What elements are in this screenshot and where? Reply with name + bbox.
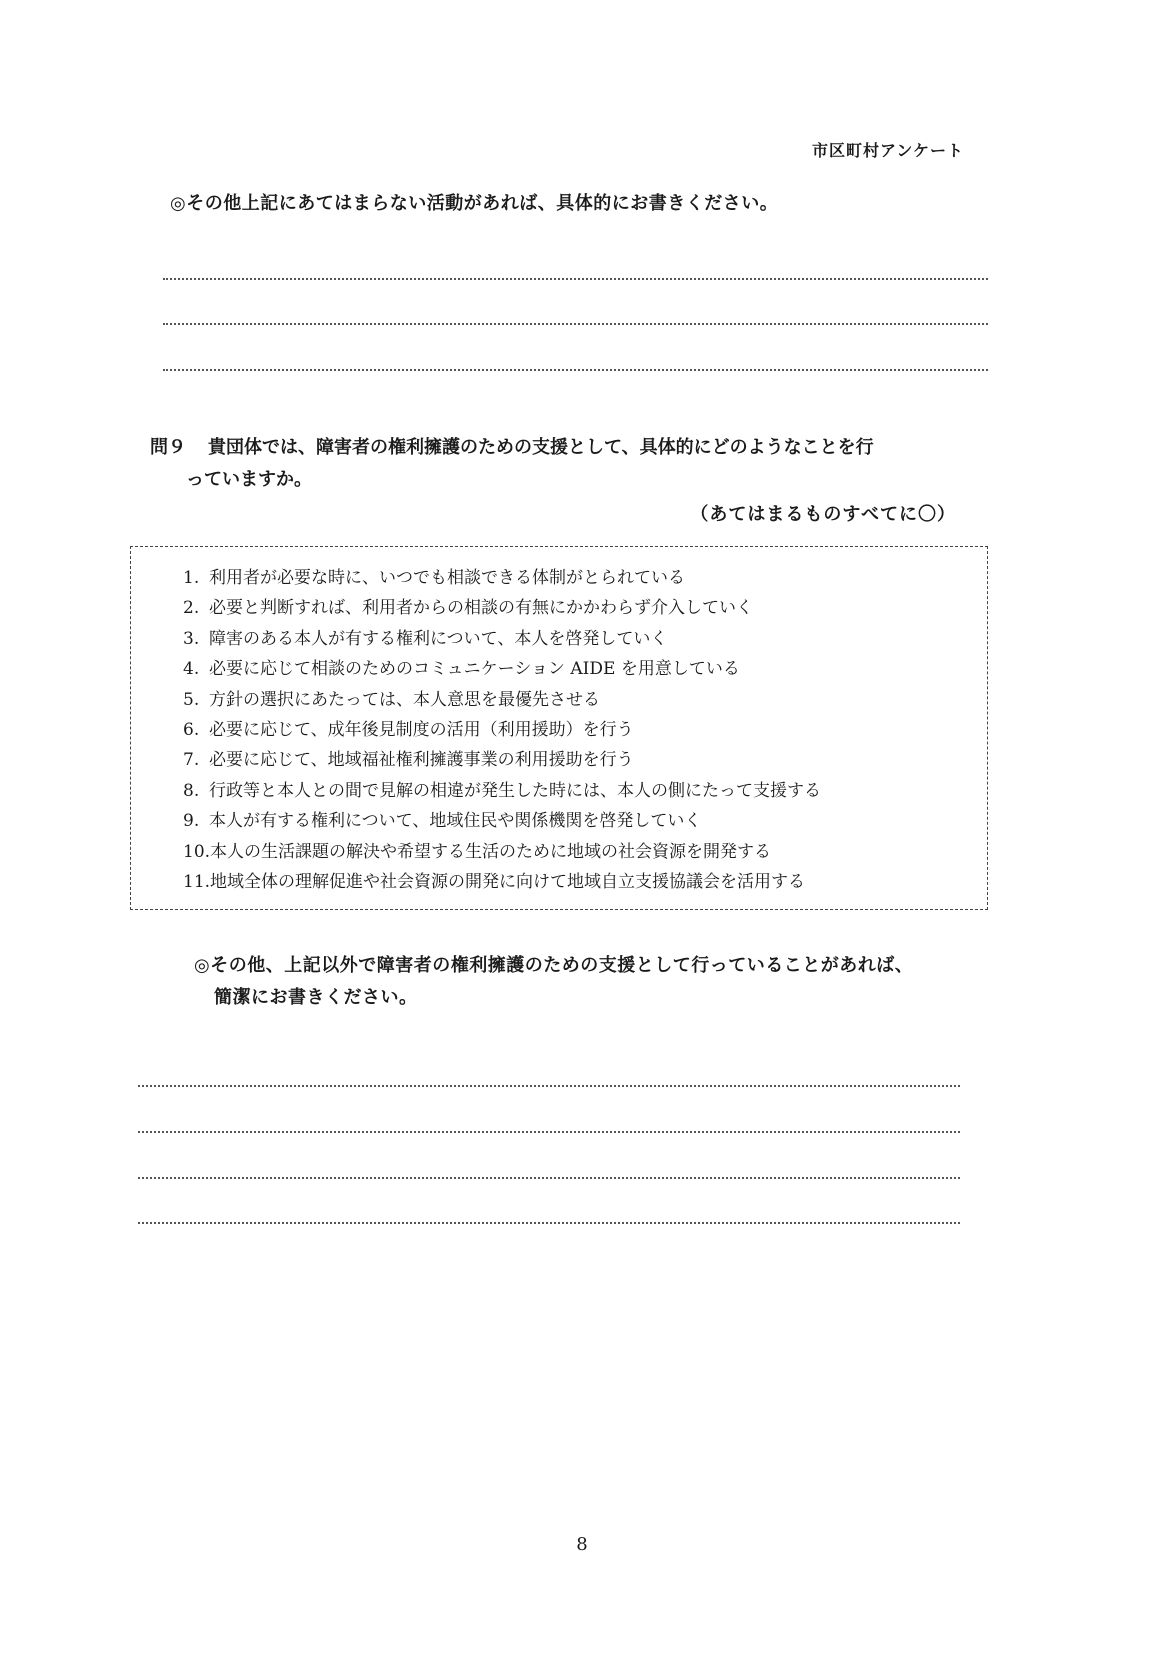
question-9 (150, 432, 980, 496)
option-item[interactable] (183, 715, 983, 745)
answer-line[interactable] (163, 278, 988, 280)
option-text: 本人の生活課題の解決や希望する生活のために地域の社会資源を開発する (210, 841, 772, 862)
option-text: 本人が有する権利について、地域住民や関係機関を啓発していく (209, 811, 702, 832)
option-item[interactable] (183, 806, 983, 836)
answer-line[interactable] (138, 1177, 960, 1179)
option-item[interactable] (183, 563, 983, 593)
question-number: 問９ (150, 437, 186, 458)
option-item[interactable] (183, 593, 983, 623)
answer-instruction: （あてはまるものすべてに〇） (690, 504, 956, 525)
option-item[interactable] (183, 867, 983, 897)
option-item[interactable] (183, 654, 983, 684)
answer-line[interactable] (138, 1222, 960, 1224)
option-text: 方針の選択にあたっては、本人意思を最優先させる (209, 689, 600, 710)
answer-line[interactable] (163, 323, 988, 325)
answer-line[interactable] (138, 1131, 960, 1133)
option-number: 7. (183, 750, 200, 771)
option-text: 必要に応じて、成年後見制度の活用（利用援助）を行う (209, 719, 634, 740)
document-header-label: 市区町村アンケート (811, 141, 964, 160)
option-item[interactable] (183, 624, 983, 654)
option-number: 2. (183, 598, 200, 619)
other-support-prompt-line2: 簡潔にお書きください。 (214, 987, 418, 1008)
option-number: 10. (183, 841, 211, 862)
option-text: 地域全体の理解促進や社会資源の開発に向けて地域自立支援協議会を活用する (210, 871, 806, 892)
option-number: 5. (183, 689, 200, 710)
option-text: 障害のある本人が有する権利について、本人を啓発していく (209, 628, 668, 649)
option-item[interactable] (183, 837, 983, 867)
option-number: 3. (183, 628, 200, 649)
option-text: 利用者が必要な時に、いつでも相談できる体制がとられている (209, 568, 685, 588)
option-item[interactable] (183, 685, 983, 715)
option-text: 必要に応じて相談のためのコミュニケーション AIDE を用意している (209, 659, 740, 680)
question-text: 貴団体では、障害者の権利擁護のための支援として、具体的にどのようなことを行 (208, 437, 874, 458)
other-support-prompt (194, 950, 913, 1014)
options-box (130, 546, 988, 910)
answer-line[interactable] (138, 1085, 960, 1087)
option-number: 11. (183, 871, 211, 892)
option-text: 必要と判断すれば、利用者からの相談の有無にかかわらず介入していく (209, 598, 753, 619)
other-support-prompt-line1: ◎その他、上記以外で障害者の権利擁護のための支援として行っていることがあれば、 (194, 955, 914, 976)
question-text-continued: っていますか。 (186, 469, 312, 490)
option-item[interactable] (183, 776, 983, 806)
option-number: 8. (183, 780, 200, 801)
option-number: 4. (183, 659, 200, 680)
answer-line[interactable] (163, 369, 988, 371)
option-item[interactable] (183, 745, 983, 775)
option-text: 行政等と本人との間で見解の相違が発生した時には、本人の側にたって支援する (209, 780, 821, 801)
option-number: 1. (183, 568, 200, 588)
option-text: 必要に応じて、地域福祉権利擁護事業の利用援助を行う (209, 750, 634, 771)
page-number: 8 (576, 1534, 588, 1555)
other-activities-prompt: ◎その他上記にあてはまらない活動があれば、具体的にお書きください。 (170, 193, 779, 214)
question-9-line1 (150, 432, 980, 464)
option-number: 6. (183, 719, 200, 740)
options-list (183, 563, 983, 897)
option-number: 9. (183, 811, 200, 832)
